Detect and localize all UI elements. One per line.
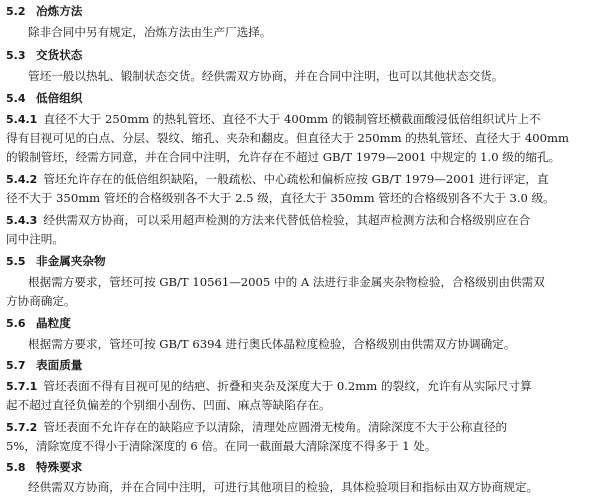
paragraph-5-4-2-line <box>6 172 596 187</box>
paragraph-5-6: 根据需方要求，管坯可按 GB/T 6394 进行奥氏体晶粒度检验，合格级别由供需双方协调确定。 <box>28 337 516 351</box>
clause-number: 5.7.1 <box>6 380 38 393</box>
heading-5-7 <box>6 358 596 373</box>
heading-title: 交货状态 <box>36 48 83 62</box>
clause-text: 直径不大于 250mm 的热轧管坯、直径不大于 400mm 的锻制管坯横截面酸浸低倍组织试片上不 <box>43 112 541 126</box>
heading-number: 5.2 <box>6 5 26 18</box>
heading-number: 5.6 <box>6 317 26 330</box>
heading-title: 表面质量 <box>36 358 83 372</box>
heading-number: 5.4 <box>6 92 26 105</box>
clause-number: 5.4.3 <box>6 214 38 227</box>
paragraph-5-7-2-line: 5%，清除宽度不得小于清除深度的 6 倍。在同一截面最大清除深度不得多于 1 处。 <box>6 439 437 453</box>
paragraph-5-4-1-line <box>6 112 596 127</box>
heading-title: 晶粒度 <box>36 316 71 330</box>
paragraph-5-4-3-line <box>6 213 596 228</box>
paragraph-5-7-1-line <box>6 379 596 394</box>
paragraph-5-5-line: 根据需方要求，管坯可按 GB/T 10561—2005 中的 A 法进行非金属夹杂物检验，合格级别由供需双 <box>28 275 545 289</box>
paragraph-5-4-1-line: 的锻制管坯，经需方同意，并在合同中注明，允许存在不超过 GB/T 1979—2001 中规定的 1.0 级的缩孔。 <box>6 150 561 164</box>
paragraph-5-4-2-line: 径不大于 350mm 管坯的合格级别各不大于 2.5 级，直径大于 350mm 管坯的合格级别各不大于 3.0 级。 <box>6 191 555 205</box>
paragraph-5-3: 管坯一般以热轧、锻制状态交货。经供需双方协商，并在合同中注明，也可以其他状态交货。 <box>28 69 504 83</box>
heading-title: 特殊要求 <box>36 460 83 474</box>
heading-5-4 <box>6 91 596 106</box>
paragraph-5-5-line: 方协商确定。 <box>6 294 76 308</box>
heading-title: 非金属夹杂物 <box>36 254 106 268</box>
paragraph-5-8: 经供需双方协商，并在合同中注明，可进行其他项目的检验，具体检验项目和指标由双方协商规定。 <box>28 480 539 494</box>
paragraph-5-7-1-line: 起不超过直径负偏差的个别细小刮伤、凹面、麻点等缺陷存在。 <box>6 398 331 412</box>
heading-5-2 <box>6 4 596 19</box>
clause-text: 管坯表面不允许存在的缺陷应予以清除，清理处应圆滑无棱角。清除深度不大于公称直径的 <box>43 420 508 434</box>
clause-text: 经供需双方协商，可以采用超声检测的方法来代替低倍检验，其超声检测方法和合格级别应在合 <box>43 213 531 227</box>
paragraph-5-4-3-line: 同中注明。 <box>6 232 64 246</box>
clause-number: 5.4.2 <box>6 173 38 186</box>
heading-title: 冶炼方法 <box>36 4 83 18</box>
clause-number: 5.4.1 <box>6 113 38 126</box>
heading-title: 低倍组织 <box>36 91 83 105</box>
clause-text: 管坯允许存在的低倍组织缺陷，一般疏松、中心疏松和偏析应按 GB/T 1979—2001 进行评定，直 <box>43 172 549 186</box>
heading-5-8 <box>6 460 596 475</box>
paragraph-5-4-1-line: 得有目视可见的白点、分层、裂纹、缩孔、夹杂和翻皮。但直径大于 250mm 的热轧管坯、直径大于 400mm <box>6 131 570 145</box>
paragraph-5-7-2-line <box>6 420 596 435</box>
heading-5-6 <box>6 316 596 331</box>
clause-text: 管坯表面不得有目视可见的结疤、折叠和夹杂及深度大于 0.2mm 的裂纹，允许有从实际尺寸算 <box>43 379 532 393</box>
heading-number: 5.7 <box>6 359 26 372</box>
heading-5-5 <box>6 254 596 269</box>
heading-5-3 <box>6 48 596 63</box>
heading-number: 5.5 <box>6 255 26 268</box>
heading-number: 5.3 <box>6 49 26 62</box>
heading-number: 5.8 <box>6 461 26 474</box>
paragraph-5-2: 除非合同中另有规定，冶炼方法由生产厂选择。 <box>28 25 272 39</box>
clause-number: 5.7.2 <box>6 421 38 434</box>
